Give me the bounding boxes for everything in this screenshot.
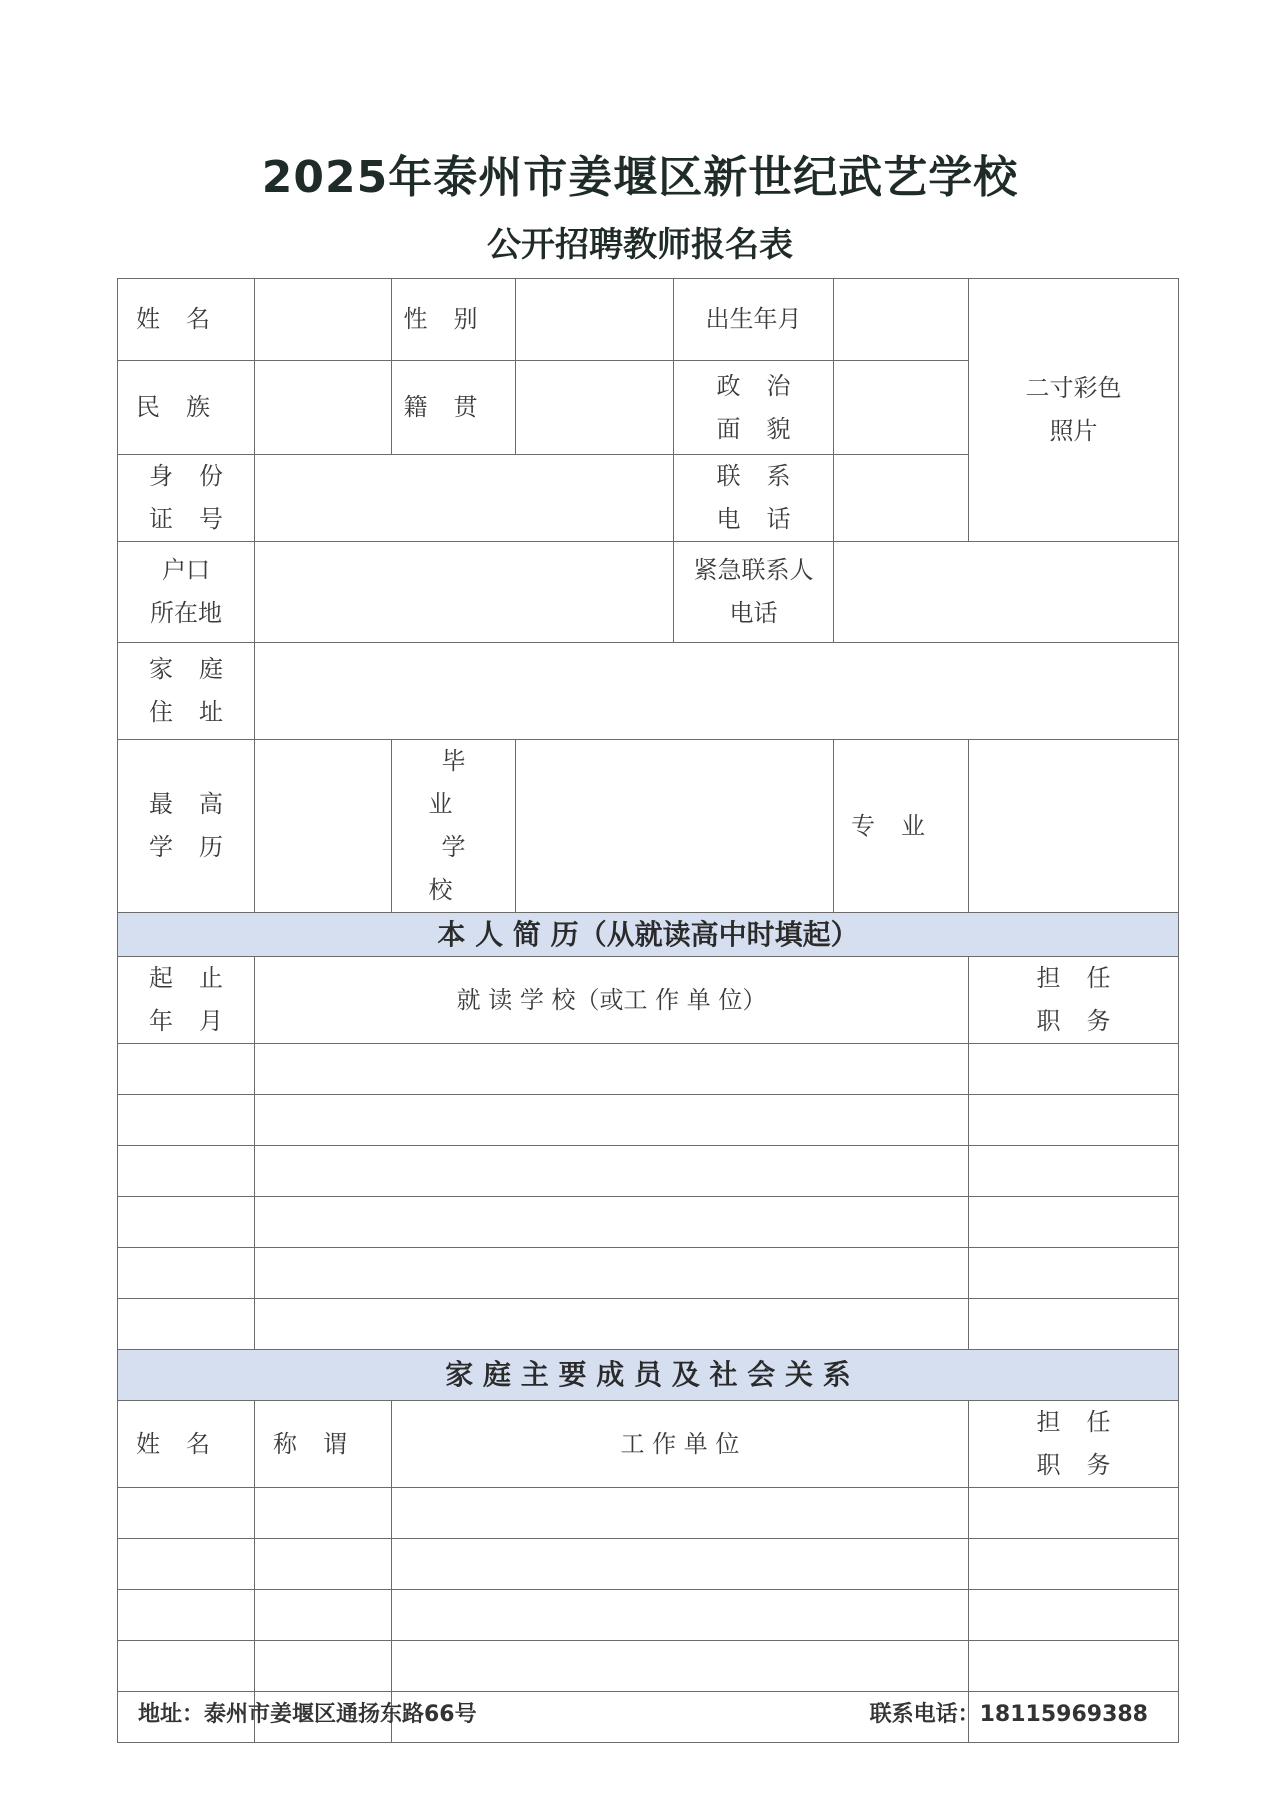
resume-section-title: 本 人 简 历（从就读高中时填起） bbox=[118, 913, 1179, 957]
family-relation-cell[interactable] bbox=[255, 1641, 392, 1692]
family-position-cell[interactable] bbox=[969, 1539, 1179, 1590]
resume-school-cell[interactable] bbox=[255, 1044, 969, 1095]
family-position-cell[interactable] bbox=[969, 1641, 1179, 1692]
resume-row bbox=[118, 1044, 1179, 1095]
family-row bbox=[118, 1488, 1179, 1539]
family-employer-cell[interactable] bbox=[392, 1488, 969, 1539]
family-name-cell[interactable] bbox=[118, 1590, 255, 1641]
family-row bbox=[118, 1590, 1179, 1641]
label-native-place: 籍贯 bbox=[392, 361, 516, 455]
family-relation-cell[interactable] bbox=[255, 1590, 392, 1641]
resume-school-cell[interactable] bbox=[255, 1095, 969, 1146]
field-political[interactable] bbox=[834, 361, 969, 455]
registration-form bbox=[117, 278, 1179, 1743]
label-education: 最高 学历 bbox=[118, 740, 255, 913]
resume-school-cell[interactable] bbox=[255, 1299, 969, 1350]
field-id-number[interactable] bbox=[255, 455, 674, 542]
resume-row bbox=[118, 1197, 1179, 1248]
resume-row bbox=[118, 1095, 1179, 1146]
label-ethnicity: 民族 bbox=[118, 361, 255, 455]
field-birth[interactable] bbox=[834, 279, 969, 361]
resume-school-cell[interactable] bbox=[255, 1197, 969, 1248]
resume-period-cell[interactable] bbox=[118, 1146, 255, 1197]
footer-contact-phone: 联系电话：18115969388 bbox=[869, 1702, 1148, 1727]
label-hukou: 户口 所在地 bbox=[118, 542, 255, 643]
resume-position-cell[interactable] bbox=[969, 1146, 1179, 1197]
label-major: 专业 bbox=[834, 740, 969, 913]
label-graduate-school: 毕业 学校 bbox=[392, 740, 516, 913]
resume-position-cell[interactable] bbox=[969, 1248, 1179, 1299]
resume-position-cell[interactable] bbox=[969, 1197, 1179, 1248]
label-gender: 性别 bbox=[392, 279, 516, 361]
resume-period-cell[interactable] bbox=[118, 1197, 255, 1248]
family-employer-cell[interactable] bbox=[392, 1590, 969, 1641]
family-employer-cell[interactable] bbox=[392, 1641, 969, 1692]
family-name-cell[interactable] bbox=[118, 1539, 255, 1590]
resume-period-cell[interactable] bbox=[118, 1299, 255, 1350]
resume-period-cell[interactable] bbox=[118, 1044, 255, 1095]
family-relation-cell[interactable] bbox=[255, 1539, 392, 1590]
label-name: 姓名 bbox=[118, 279, 255, 361]
family-name-cell[interactable] bbox=[118, 1488, 255, 1539]
family-header-position: 担任 职务 bbox=[969, 1401, 1179, 1488]
family-position-cell[interactable] bbox=[969, 1590, 1179, 1641]
field-emergency-phone[interactable] bbox=[834, 542, 1179, 643]
resume-row bbox=[118, 1299, 1179, 1350]
field-name[interactable] bbox=[255, 279, 392, 361]
field-ethnicity[interactable] bbox=[255, 361, 392, 455]
resume-header-period: 起止 年月 bbox=[118, 957, 255, 1044]
family-section-title: 家 庭 主 要 成 员 及 社 会 关 系 bbox=[118, 1350, 1179, 1401]
field-native-place[interactable] bbox=[516, 361, 674, 455]
family-relation-cell[interactable] bbox=[255, 1488, 392, 1539]
resume-position-cell[interactable] bbox=[969, 1299, 1179, 1350]
label-phone: 联系 电话 bbox=[674, 455, 834, 542]
family-header-name: 姓名 bbox=[118, 1401, 255, 1488]
resume-position-cell[interactable] bbox=[969, 1044, 1179, 1095]
family-employer-cell[interactable] bbox=[392, 1539, 969, 1590]
resume-header-school: 就 读 学 校（或工 作 单 位） bbox=[255, 957, 969, 1044]
resume-row bbox=[118, 1146, 1179, 1197]
resume-period-cell[interactable] bbox=[118, 1248, 255, 1299]
photo-label-line1: 二寸彩色 bbox=[1025, 374, 1122, 402]
resume-period-cell[interactable] bbox=[118, 1095, 255, 1146]
footer-address: 地址：泰州市姜堰区通扬东路66号 bbox=[138, 1702, 477, 1727]
family-row bbox=[118, 1539, 1179, 1590]
family-header-employer: 工 作 单 位 bbox=[392, 1401, 969, 1488]
document-subtitle: 公开招聘教师报名表 bbox=[487, 225, 793, 265]
label-home-address: 家庭 住址 bbox=[118, 643, 255, 740]
resume-position-cell[interactable] bbox=[969, 1095, 1179, 1146]
document-title: 2025年泰州市姜堰区新世纪武艺学校 bbox=[261, 152, 1019, 203]
field-home-address[interactable] bbox=[255, 643, 1179, 740]
label-political: 政治 面貌 bbox=[674, 361, 834, 455]
resume-header-position: 担任 职务 bbox=[969, 957, 1179, 1044]
field-graduate-school[interactable] bbox=[516, 740, 834, 913]
photo-box[interactable] bbox=[969, 279, 1179, 542]
label-emergency-phone: 紧急联系人 电话 bbox=[674, 542, 834, 643]
field-gender[interactable] bbox=[516, 279, 674, 361]
resume-school-cell[interactable] bbox=[255, 1146, 969, 1197]
family-name-cell[interactable] bbox=[118, 1641, 255, 1692]
family-row bbox=[118, 1641, 1179, 1692]
family-position-cell[interactable] bbox=[969, 1488, 1179, 1539]
label-id-number: 身份 证号 bbox=[118, 455, 255, 542]
resume-row bbox=[118, 1248, 1179, 1299]
family-header-relation: 称谓 bbox=[255, 1401, 392, 1488]
resume-school-cell[interactable] bbox=[255, 1248, 969, 1299]
field-hukou[interactable] bbox=[255, 542, 674, 643]
field-major[interactable] bbox=[969, 740, 1179, 913]
photo-label-line2: 照片 bbox=[1049, 417, 1098, 445]
field-education[interactable] bbox=[255, 740, 392, 913]
field-phone[interactable] bbox=[834, 455, 969, 542]
label-birth: 出生年月 bbox=[674, 279, 834, 361]
